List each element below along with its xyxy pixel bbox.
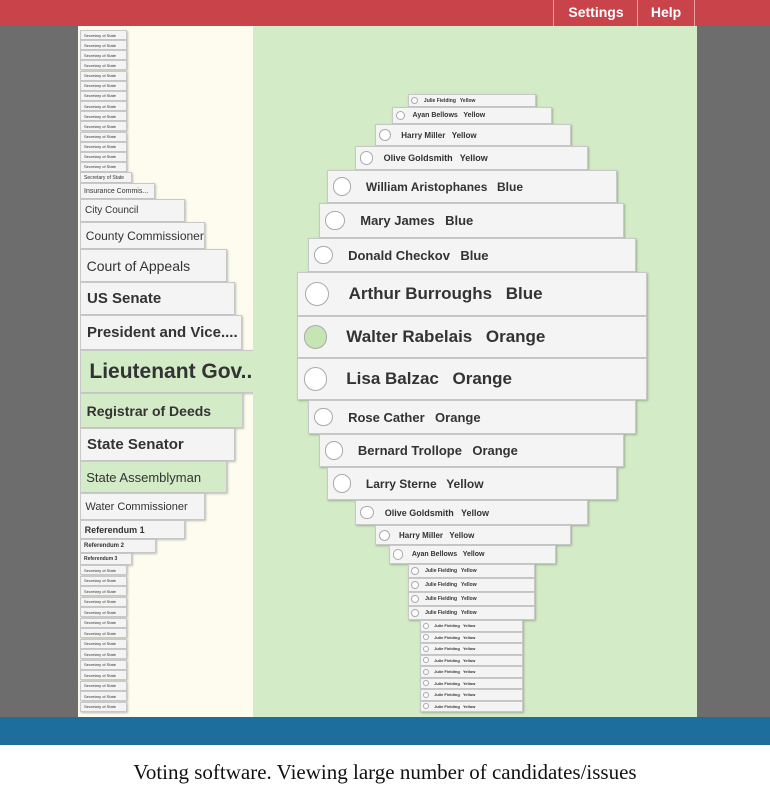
radio-button[interactable]	[379, 129, 391, 141]
candidate-item[interactable]	[375, 124, 571, 146]
candidate-item[interactable]	[420, 701, 523, 713]
contest-label: Secretary of State	[84, 578, 117, 583]
contest-label: Referendum 1	[84, 524, 145, 535]
contest-label: Secretary of State	[84, 62, 117, 68]
candidate-name: Julie Fielding	[425, 596, 458, 602]
contest-label: Secretary of State	[84, 83, 117, 89]
contest-label: Secretary of State	[84, 164, 117, 170]
candidate-name: Julie Fielding	[434, 634, 460, 640]
candidate-item[interactable]	[420, 689, 523, 701]
contest-label: City Council	[85, 205, 139, 216]
candidate-name: Julie Fielding	[425, 582, 458, 588]
radio-button[interactable]	[360, 506, 374, 520]
candidate-party: Yellow	[462, 646, 476, 652]
candidate-party: Yellow	[449, 530, 475, 540]
candidate-name: Julie Fielding	[425, 610, 458, 616]
candidate-party: Blue	[445, 213, 474, 228]
contest-item[interactable]	[80, 60, 127, 70]
candidate-item[interactable]	[420, 655, 523, 667]
candidate-party: Orange	[435, 409, 481, 425]
contest-item[interactable]	[80, 565, 127, 575]
contest-item[interactable]	[80, 649, 127, 659]
contest-item[interactable]	[80, 350, 255, 393]
radio-button[interactable]	[423, 703, 429, 709]
contest-item[interactable]	[80, 152, 127, 162]
contest-label: Secretary of State	[84, 52, 117, 58]
candidate-name: Olive Goldsmith	[384, 507, 454, 518]
contest-label: Registrar of Deeds	[86, 402, 212, 419]
radio-button[interactable]	[314, 246, 333, 265]
contest-label: Secretary of State	[84, 620, 117, 625]
contest-label: Secretary of State	[84, 704, 117, 709]
candidate-party: Yellow	[462, 703, 476, 709]
candidate-party: Yellow	[459, 97, 476, 104]
candidate-party: Blue	[460, 247, 489, 263]
candidate-name: Lisa Balzac	[346, 369, 439, 388]
candidate-party: Yellow	[446, 476, 484, 491]
candidate-name: Julie Fielding	[434, 703, 460, 709]
candidate-item[interactable]	[408, 564, 535, 578]
contest-item[interactable]	[80, 628, 127, 638]
contest-label: Secretary of State	[84, 683, 117, 688]
contest-item[interactable]	[80, 121, 127, 131]
contest-item[interactable]	[80, 91, 127, 101]
candidate-item[interactable]	[308, 400, 636, 434]
contest-item[interactable]	[80, 597, 127, 607]
candidate-party: Yellow	[461, 582, 477, 588]
candidate-item[interactable]	[355, 500, 588, 525]
candidate-item[interactable]	[327, 467, 617, 500]
candidate-item[interactable]	[408, 592, 535, 606]
contest-label: Secretary of State	[84, 662, 117, 667]
radio-button[interactable]	[396, 111, 405, 120]
contest-label: President and Vice....	[87, 324, 238, 341]
contest-label: Secretary of State	[84, 154, 117, 160]
candidate-party: Yellow	[451, 130, 477, 140]
candidate-name: Ayan Bellows	[411, 551, 458, 558]
candidate-name: Rose Cather	[348, 409, 425, 425]
radio-button[interactable]	[393, 549, 403, 559]
contest-label: Referendum 2	[84, 543, 125, 549]
contest-label: Secretary of State	[84, 630, 117, 636]
contest-item[interactable]	[80, 81, 127, 91]
contest-item[interactable]	[80, 670, 127, 680]
candidate-party: Yellow	[462, 669, 476, 675]
contest-item[interactable]	[80, 553, 132, 565]
contest-item[interactable]	[80, 639, 127, 649]
contest-item[interactable]	[80, 222, 205, 249]
contest-label: County Commissioner	[85, 228, 204, 243]
contest-label: Secretary of State	[84, 144, 117, 150]
candidate-name: Donald Checkov	[348, 247, 450, 263]
contest-item[interactable]	[80, 493, 205, 520]
radio-button[interactable]	[423, 692, 429, 698]
contest-label: State Assemblyman	[86, 469, 202, 485]
contest-label: Lieutenant Gov..	[89, 359, 253, 383]
candidate-item[interactable]	[392, 107, 552, 124]
contest-label: Insurance Commis...	[84, 187, 149, 195]
radio-button[interactable]	[304, 367, 327, 390]
contest-item[interactable]	[80, 520, 185, 539]
contest-label: Secretary of State	[84, 42, 117, 48]
contest-item[interactable]	[80, 691, 127, 701]
contest-label: Secretary of State	[84, 641, 117, 646]
radio-button[interactable]	[314, 408, 333, 427]
contest-label: US Senate	[87, 290, 162, 307]
candidate-item[interactable]	[297, 316, 647, 358]
radio-button[interactable]	[379, 530, 390, 541]
candidate-name: Julie Fielding	[423, 97, 456, 104]
candidate-name: Harry Miller	[399, 530, 444, 540]
candidate-party: Blue	[505, 284, 543, 303]
contest-label: Secretary of State	[84, 113, 117, 119]
radio-button[interactable]	[423, 669, 429, 675]
candidate-party: Yellow	[462, 680, 476, 686]
contest-label: Secretary of State	[84, 123, 117, 129]
candidate-party: Yellow	[460, 507, 489, 518]
candidate-name: Julie Fielding	[434, 692, 460, 698]
candidate-item[interactable]	[420, 620, 523, 632]
contest-item[interactable]	[80, 71, 127, 81]
candidate-party: Blue	[497, 179, 524, 194]
top-bar	[0, 0, 770, 26]
radio-button[interactable]	[304, 325, 327, 348]
candidate-name: Julie Fielding	[434, 623, 460, 629]
candidate-item[interactable]	[297, 358, 647, 400]
contest-label: Secretary of State	[84, 588, 117, 594]
radio-button[interactable]	[411, 609, 419, 617]
candidate-party: Yellow	[462, 623, 476, 629]
radio-button[interactable]	[423, 646, 429, 652]
contest-item[interactable]	[80, 660, 127, 670]
contest-item[interactable]	[80, 162, 127, 172]
contest-item[interactable]	[80, 428, 235, 461]
candidate-name: Walter Rabelais	[346, 327, 473, 346]
candidate-name: William Aristophanes	[365, 179, 488, 194]
contest-label: Secretary of State	[84, 93, 117, 99]
contest-label: State Senator	[87, 436, 184, 453]
footer-bar	[0, 717, 770, 745]
radio-button[interactable]	[411, 595, 419, 603]
candidate-item[interactable]	[389, 545, 556, 564]
contest-item[interactable]	[80, 702, 127, 712]
contest-item[interactable]	[80, 101, 127, 111]
radio-button[interactable]	[360, 151, 373, 164]
help-button[interactable]: Help	[637, 0, 695, 26]
radio-button[interactable]	[423, 680, 429, 686]
candidate-item[interactable]	[375, 525, 571, 545]
contest-label: Secretary of State	[84, 609, 117, 615]
contest-list-panel	[78, 26, 253, 717]
contest-item[interactable]	[80, 618, 127, 628]
candidate-item[interactable]	[308, 238, 636, 272]
contest-item[interactable]	[80, 40, 127, 50]
contest-label: Water Commissioner	[85, 500, 188, 513]
candidate-item[interactable]	[408, 94, 536, 107]
contest-label: Secretary of State	[84, 651, 117, 657]
radio-button[interactable]	[411, 567, 419, 575]
candidate-name: Larry Sterne	[365, 476, 437, 491]
radio-button[interactable]	[305, 282, 329, 306]
contest-item[interactable]	[80, 30, 127, 40]
candidate-name: Mary James	[360, 213, 435, 228]
contest-item[interactable]	[80, 199, 185, 222]
settings-button[interactable]: Settings	[553, 0, 638, 26]
candidate-item[interactable]	[420, 678, 523, 690]
contest-label: Secretary of State	[84, 73, 117, 79]
candidate-party: Yellow	[461, 610, 477, 616]
candidate-name: Ayan Bellows	[412, 112, 458, 119]
radio-button[interactable]	[423, 657, 429, 663]
candidate-name: Olive Goldsmith	[383, 153, 453, 163]
candidate-item[interactable]	[319, 434, 624, 467]
radio-button[interactable]	[325, 211, 344, 230]
candidate-name: Julie Fielding	[434, 680, 460, 686]
contest-label: Secretary of State	[84, 134, 117, 139]
candidate-party: Yellow	[462, 657, 476, 663]
contest-item[interactable]	[80, 142, 127, 152]
contest-item[interactable]	[80, 172, 132, 183]
candidate-item[interactable]	[420, 632, 523, 644]
candidate-party: Yellow	[462, 634, 476, 640]
contest-label: Secretary of State	[84, 599, 117, 604]
contest-item[interactable]	[80, 315, 242, 350]
candidate-name: Harry Miller	[401, 130, 446, 140]
candidate-item[interactable]	[408, 578, 535, 592]
candidate-party: Yellow	[461, 568, 477, 574]
candidate-party: Orange	[472, 443, 518, 458]
contest-label: Secretary of State	[84, 693, 117, 699]
candidate-party: Orange	[452, 369, 513, 388]
contest-item[interactable]	[80, 681, 127, 691]
candidate-item[interactable]	[297, 272, 647, 316]
contest-label: Secretary of State	[84, 174, 125, 181]
contest-item[interactable]	[80, 111, 127, 121]
contest-item[interactable]	[80, 586, 127, 596]
contest-item[interactable]	[80, 50, 127, 60]
radio-button[interactable]	[325, 441, 343, 459]
candidate-item[interactable]	[420, 666, 523, 678]
candidate-name: Julie Fielding	[425, 568, 458, 574]
radio-button[interactable]	[333, 474, 351, 492]
candidate-party: Yellow	[461, 596, 477, 602]
contest-label: Secretary of State	[84, 103, 117, 109]
contest-label: Secretary of State	[84, 567, 117, 573]
candidate-party: Yellow	[459, 153, 488, 163]
candidate-name: Arthur Burroughs	[348, 284, 493, 303]
contest-item[interactable]	[80, 461, 227, 493]
contest-label: Court of Appeals	[86, 257, 191, 274]
contest-item[interactable]	[80, 249, 227, 282]
contest-item[interactable]	[80, 183, 155, 199]
candidate-item[interactable]	[420, 643, 523, 655]
caption: Voting software. Viewing large number of candidates/issues	[133, 760, 637, 784]
candidate-party: Yellow	[462, 692, 476, 698]
candidate-party: Orange	[485, 327, 546, 346]
candidate-item[interactable]	[408, 606, 535, 620]
candidate-list-panel	[253, 26, 697, 717]
contest-label: Secretary of State	[84, 32, 117, 38]
radio-button[interactable]	[423, 634, 429, 640]
candidate-item[interactable]	[327, 170, 617, 203]
candidate-item[interactable]	[319, 203, 624, 238]
candidate-name: Julie Fielding	[434, 657, 460, 663]
contest-item[interactable]	[80, 607, 127, 617]
candidate-item[interactable]	[355, 146, 588, 170]
candidate-name: Julie Fielding	[434, 669, 460, 675]
candidate-name: Bernard Trollope	[357, 443, 462, 458]
candidate-party: Yellow	[462, 551, 485, 558]
contest-item[interactable]	[80, 393, 243, 428]
contest-item[interactable]	[80, 576, 127, 586]
contest-label: Referendum 3	[84, 556, 118, 562]
radio-button[interactable]	[411, 97, 418, 104]
contest-item[interactable]	[80, 539, 156, 553]
contest-label: Secretary of State	[84, 672, 117, 678]
radio-button[interactable]	[423, 623, 429, 629]
candidate-party: Yellow	[463, 112, 486, 119]
contest-item[interactable]	[80, 132, 127, 142]
candidate-name: Julie Fielding	[434, 646, 460, 652]
radio-button[interactable]	[411, 581, 419, 589]
radio-button[interactable]	[333, 177, 351, 195]
contest-item[interactable]	[80, 282, 235, 315]
